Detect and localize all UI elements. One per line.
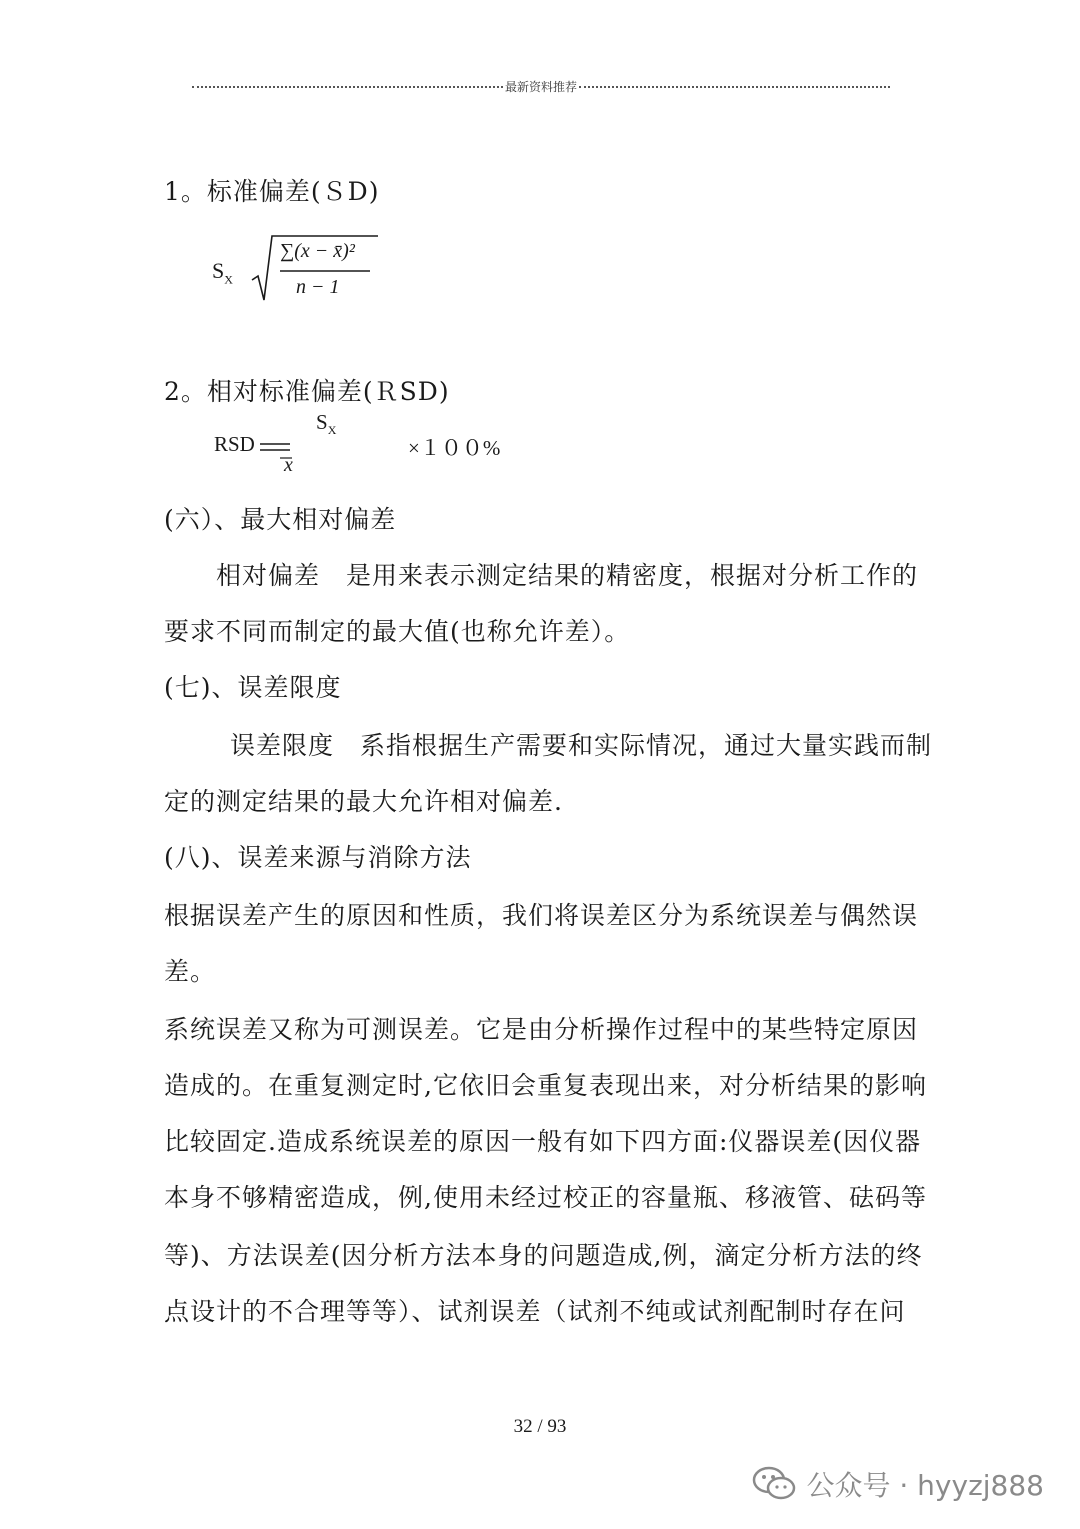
page-header	[192, 76, 890, 96]
header-dots-right	[579, 86, 890, 88]
sd-formula	[212, 230, 382, 310]
watermark	[752, 1464, 1044, 1504]
sd-denominator: n − 1	[296, 276, 340, 298]
para-eight-b-line3: 比较固定.造成系统误差的原因一般有如下四方面:仪器误差(因仪器	[164, 1127, 922, 1156]
rsd-times: ×１００%	[408, 436, 501, 460]
page-number: 32 / 93	[513, 1416, 567, 1437]
para-six-line1: 相对偏差 是用来表示测定结果的精密度，根据对分析工作的	[216, 561, 919, 590]
para-eight-a-line2: 差。	[164, 957, 217, 986]
para-eight-b-line6: 点设计的不合理等等）、试剂误差（试剂不纯或试剂配制时存在问	[164, 1297, 906, 1326]
para-eight-b-line4: 本身不够精密造成，例,使用未经过校正的容量瓶、移液管、砝码等	[164, 1183, 927, 1212]
para-seven-line1: 误差限度 系指根据生产需要和实际情况，通过大量实践而制	[230, 731, 933, 760]
wechat-icon	[752, 1466, 796, 1502]
para-eight-b-line1: 系统误差又称为可测误差。它是由分析操作过程中的某些特定原因	[164, 1015, 919, 1044]
para-seven-line2: 定的测定结果的最大允许相对偏差.	[164, 787, 563, 816]
header-dots-left	[192, 86, 503, 88]
rsd-title: 2。相对标准偏差(ＲSD)	[164, 377, 450, 406]
heading-seven: (七)、误差限度	[164, 673, 342, 702]
rsd-formula	[214, 408, 514, 488]
heading-six: (六）、最大相对偏差	[164, 505, 397, 534]
header-text: 最新资料推荐	[505, 79, 578, 94]
sd-title: 1。标准偏差(ＳD)	[164, 177, 380, 206]
rsd-numerator: $S_X$	[316, 410, 337, 438]
watermark-text: 公众号 · hyyzj888	[806, 1469, 1044, 1502]
rsd-denominator: x	[284, 454, 293, 476]
heading-eight: (八)、误差来源与消除方法	[164, 843, 472, 872]
para-eight-a-line1: 根据误差产生的原因和性质，我们将误差区分为系统误差与偶然误	[164, 901, 919, 930]
sd-formula-lhs: $S_X$	[212, 258, 233, 287]
sd-numerator: ∑(x − x̄)²	[280, 240, 355, 262]
rsd-lhs: RSD	[214, 432, 255, 456]
para-eight-b-line2: 造成的。在重复测定时,它依旧会重复表现出来，对分析结果的影响	[164, 1071, 927, 1100]
para-eight-b-line5: 等)、方法误差(因分析方法本身的问题造成,例，滴定分析方法的终	[164, 1241, 923, 1270]
para-six-line2: 要求不同而制定的最大值(也称允许差）。	[164, 617, 631, 646]
